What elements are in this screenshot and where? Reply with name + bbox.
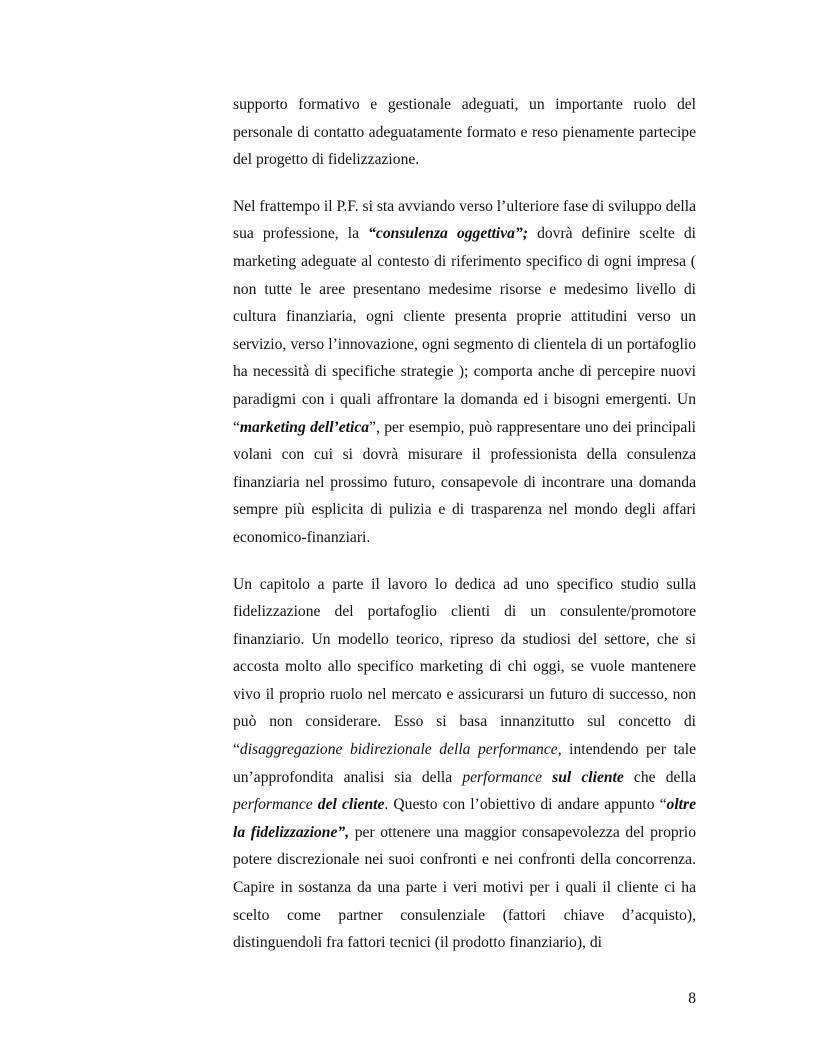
paragraph-3-space-1 xyxy=(542,769,552,786)
paragraph-3-run-7: che della xyxy=(623,768,697,786)
paragraph-3-run-1: Un capitolo a parte il lavoro lo dedica ad uno specifico studio sulla fidelizzazione del portafoglio clienti di un consulente/promotore finanziario. Un modello teorico, ripreso da studiosi del settore, che si accosta molto allo specifico marketing di chi oggi, se vuole mantenere vivo il proprio ruolo nel mercato e assicurarsi un futuro di successo, non può non considerare. Esso si basa innanzitutto sul concetto di “ xyxy=(233,575,696,759)
paragraph-1-text: supporto formativo e gestionale adeguati, un importante ruolo del personale di contatto adeguatamente formato e reso pienamente partecipe del progetto di fidelizzazione. xyxy=(233,96,696,169)
emphasis-oltre-fidelizzazione: oltre la fidelizzazione”, xyxy=(233,796,696,841)
paragraph-2-run-5: ”, per esempio, può rappresentare uno dei principali volani con cui si dovrà misurare il professionista della consulenza finanziaria nel prossimo futuro, consapevole di incontrare una domanda sempre più esplicita di pulizia e di trasparenza nel mondo degli affari economico-finanziari. xyxy=(233,418,696,546)
emphasis-marketing-etica: marketing dell’etica xyxy=(239,418,370,436)
paragraph-3-run-11: . Questo con l’obiettivo di andare appunto “ xyxy=(384,796,667,814)
paragraph-2-run-3: dovrà definire scelte di marketing adeguate al contesto di riferimento specifico di ogni impresa ( non tutte le aree presentano medesime risorse e medesimo livello di cultura finanziaria, ogni cliente presenta proprie attitudini verso un servizio, verso l’innovazione, ogni segmento di clientela di un portafoglio ha necessità di specifiche strategie ); comporta anche di percepire nuovi paradigmi con i quali affrontare la domanda ed i bisogni emergenti. Un “ xyxy=(233,225,696,436)
emphasis-sul-cliente: sul cliente xyxy=(552,768,624,786)
paragraph-3-run-13: per ottenere una maggior consapevolezza del proprio potere discrezionale nei suoi confronti e nei confronti della concorrenza. Capire in sostanza da una parte i veri motivi per i quali il cliente ci ha scelto come partner consulenziale (fattori chiave d’acquisto), distinguendoli fra fattori tecnici (il prodotto finanziario), di xyxy=(233,823,697,952)
page-number: 8 xyxy=(688,990,696,1007)
paragraph-2 xyxy=(233,193,696,552)
paragraph-2-run-1: Nel frattempo il P.F. si sta avviando verso l’ulteriore fase di sviluppo della sua professione, la xyxy=(233,197,696,243)
emphasis-disaggregazione: disaggregazione bidirezionale della performance xyxy=(239,741,558,759)
emphasis-consulenza-oggettiva: “consulenza oggettiva”; xyxy=(368,225,528,243)
emphasis-performance-1: performance xyxy=(462,768,543,786)
paragraph-1 xyxy=(233,91,696,174)
emphasis-del-cliente: del cliente xyxy=(317,796,385,814)
emphasis-performance-2: performance xyxy=(233,796,313,814)
page-body xyxy=(233,91,696,957)
paragraph-3-run-3: , intendendo per tale un’approfondita analisi sia della xyxy=(233,741,696,786)
paragraph-3 xyxy=(233,571,696,957)
